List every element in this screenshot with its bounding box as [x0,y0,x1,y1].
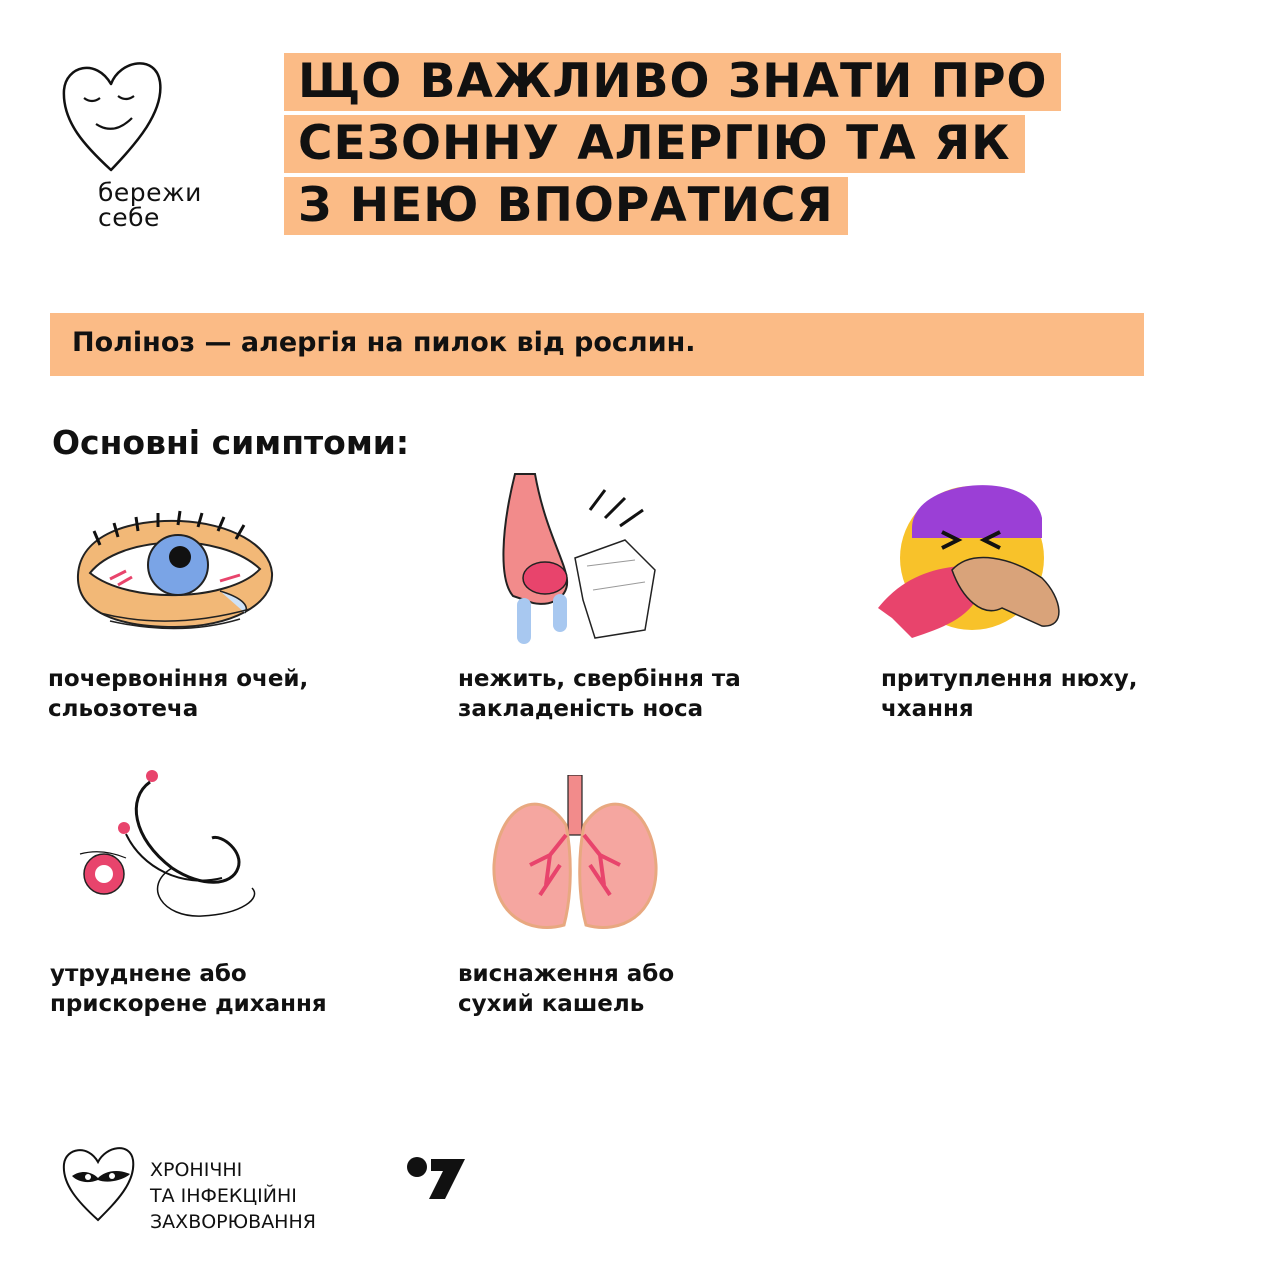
footer-caption: ХРОНІЧНІ ТА ІНФЕКЦІЙНІ ЗАХВОРЮВАННЯ [150,1159,316,1233]
definition-text: Поліноз — алергія на пилок від рослин. [72,327,696,358]
symptom-label-nose: нежить, свербіння та закладеність носа [458,666,741,722]
symptoms-heading: Основні симптоми: [52,423,410,462]
stethoscope-icon [72,768,262,933]
red-eye-icon [70,505,280,635]
title-line-1: ЩО ВАЖЛИВО ЗНАТИ ПРО [284,53,1061,111]
symptom-label-eyes: почервоніння очей, сльозотеча [48,666,309,722]
runny-nose-icon [495,470,670,650]
title-line-2: СЕЗОННУ АЛЕРГІЮ ТА ЯК [284,115,1025,173]
logo-wordmark: бережи себе [98,178,202,232]
heart-with-mask-icon [58,1140,138,1225]
sneezing-person-icon [872,468,1072,648]
brand-mark-icon [405,1155,467,1201]
definition-banner [50,313,1144,376]
symptom-label-cough: виснаження або сухий кашель [458,961,675,1017]
smiling-heart-icon [56,52,166,177]
brand-logo [56,52,226,242]
symptom-label-smell: притуплення нюху, чхання [881,666,1138,722]
title-line-3: З НЕЮ ВПОРАТИСЯ [284,177,848,235]
symptom-label-breathing: утруднене або прискорене дихання [50,961,327,1017]
lungs-icon [490,775,660,940]
page-title [284,53,1061,239]
